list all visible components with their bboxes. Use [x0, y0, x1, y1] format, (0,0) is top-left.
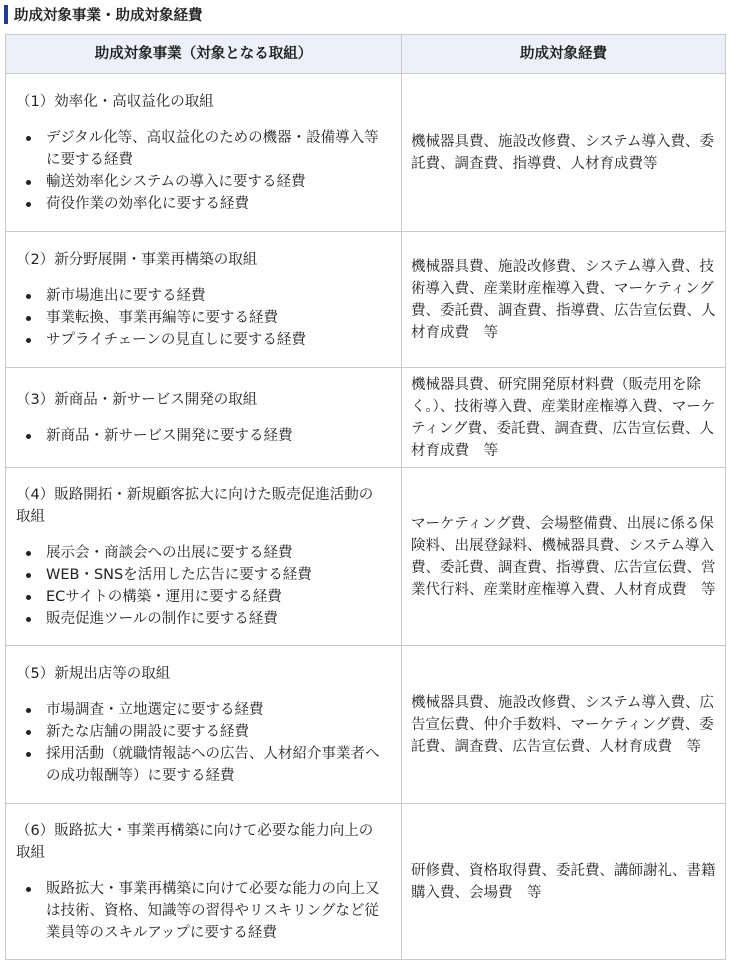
expense-text: 機械器具費、研究開発原材料費（販売用を除く。）、技術導入費、産業財産権導入費、マーケティング費、委託費、調査費、広告宣伝費、人材育成費 等 — [411, 376, 716, 459]
table-row — [6, 74, 726, 232]
expense-text: 機械器具費、施設改修費、システム導入費、技術導入費、産業財産権導入費、マーケティング費、委託費、調査費、指導費、広告宣伝費、人材育成費 等 — [411, 258, 716, 341]
expense-text: 研修費、資格取得費、委託費、講師謝礼、書籍購入費、会場費 等 — [411, 862, 716, 901]
project-cell — [6, 646, 402, 804]
list-item: 新たな店舗の開設に要する経費 — [46, 721, 387, 743]
project-item-list — [16, 425, 387, 447]
subsidy-table — [5, 34, 726, 960]
list-item: 販売促進ツールの制作に要する経費 — [46, 608, 387, 630]
section-title-text: 助成対象事業・助成対象経費 — [14, 7, 203, 24]
project-item-list — [16, 285, 387, 351]
expense-text: 機械器具費、施設改修費、システム導入費、委託費、調査費、指導費、人材育成費等 — [411, 133, 715, 172]
list-item: WEB・SNSを活用した広告に要する経費 — [46, 564, 387, 586]
list-item: 採用活動（就職情報誌への広告、人材紹介事業者への成功報酬等）に要する経費 — [46, 743, 387, 787]
expense-cell — [402, 646, 726, 804]
list-item: 荷役作業の効率化に要する経費 — [46, 193, 387, 215]
expense-cell — [402, 368, 726, 468]
project-title: （2）新分野展開・事業再構築の取組 — [16, 251, 258, 268]
project-item-list — [16, 699, 387, 787]
expense-cell — [402, 468, 726, 646]
table-row — [6, 468, 726, 646]
column-header-expenses: 助成対象経費 — [402, 35, 726, 74]
expense-text: 機械器具費、施設改修費、システム導入費、広告宣伝費、仲介手数料、マーケティング費、委託費、調査費、広告宣伝費、人材育成費 等 — [411, 694, 715, 755]
project-cell — [6, 74, 402, 232]
project-cell — [6, 232, 402, 368]
table-row — [6, 804, 726, 960]
project-title: （1）効率化・高収益化の取組 — [16, 93, 214, 110]
table-header-row — [6, 35, 726, 74]
table-row — [6, 368, 726, 468]
table-row — [6, 232, 726, 368]
project-item-list — [16, 127, 387, 215]
list-item: 展示会・商談会への出展に要する経費 — [46, 542, 387, 564]
list-item: 市場調査・立地選定に要する経費 — [46, 699, 387, 721]
column-header-projects: 助成対象事業（対象となる取組） — [6, 35, 402, 74]
expense-cell — [402, 232, 726, 368]
list-item: 販路拡大・事業再構築に向けて必要な能力の向上又は技術、資格、知識等の習得やリスキリングなど従業員等のスキルアップに要する経費 — [46, 878, 387, 944]
list-item: デジタル化等、高収益化のための機器・設備導入等に要する経費 — [46, 127, 387, 171]
project-cell — [6, 368, 402, 468]
project-item-list — [16, 542, 387, 630]
table-row — [6, 646, 726, 804]
project-title: （4）販路開拓・新規顧客拡大に向けた販売促進活動の取組 — [16, 486, 374, 525]
list-item: 新商品・新サービス開発に要する経費 — [46, 425, 387, 447]
list-item: ECサイトの構築・運用に要する経費 — [46, 586, 387, 608]
list-item: サプライチェーンの見直しに要する経費 — [46, 329, 387, 351]
expense-cell — [402, 804, 726, 960]
title-accent-bar — [4, 5, 8, 24]
project-cell — [6, 804, 402, 960]
project-title: （6）販路拡大・事業再構築に向けて必要な能力向上の取組 — [16, 822, 374, 861]
expense-text: マーケティング費、会場整備費、出展に係る保険料、出展登録料、機械器具費、システム導入費、委託費、調査費、指導費、広告宣伝費、営業代行料、産業財産権導入費、人材育成費 等 — [411, 515, 716, 598]
list-item: 輸送効率化システムの導入に要する経費 — [46, 171, 387, 193]
project-cell — [6, 468, 402, 646]
list-item: 新市場進出に要する経費 — [46, 285, 387, 307]
expense-cell — [402, 74, 726, 232]
project-title: （3）新商品・新サービス開発の取組 — [16, 391, 258, 408]
project-item-list — [16, 878, 387, 944]
project-title: （5）新規出店等の取組 — [16, 665, 171, 682]
section-title — [4, 2, 203, 26]
list-item: 事業転換、事業再編等に要する経費 — [46, 307, 387, 329]
